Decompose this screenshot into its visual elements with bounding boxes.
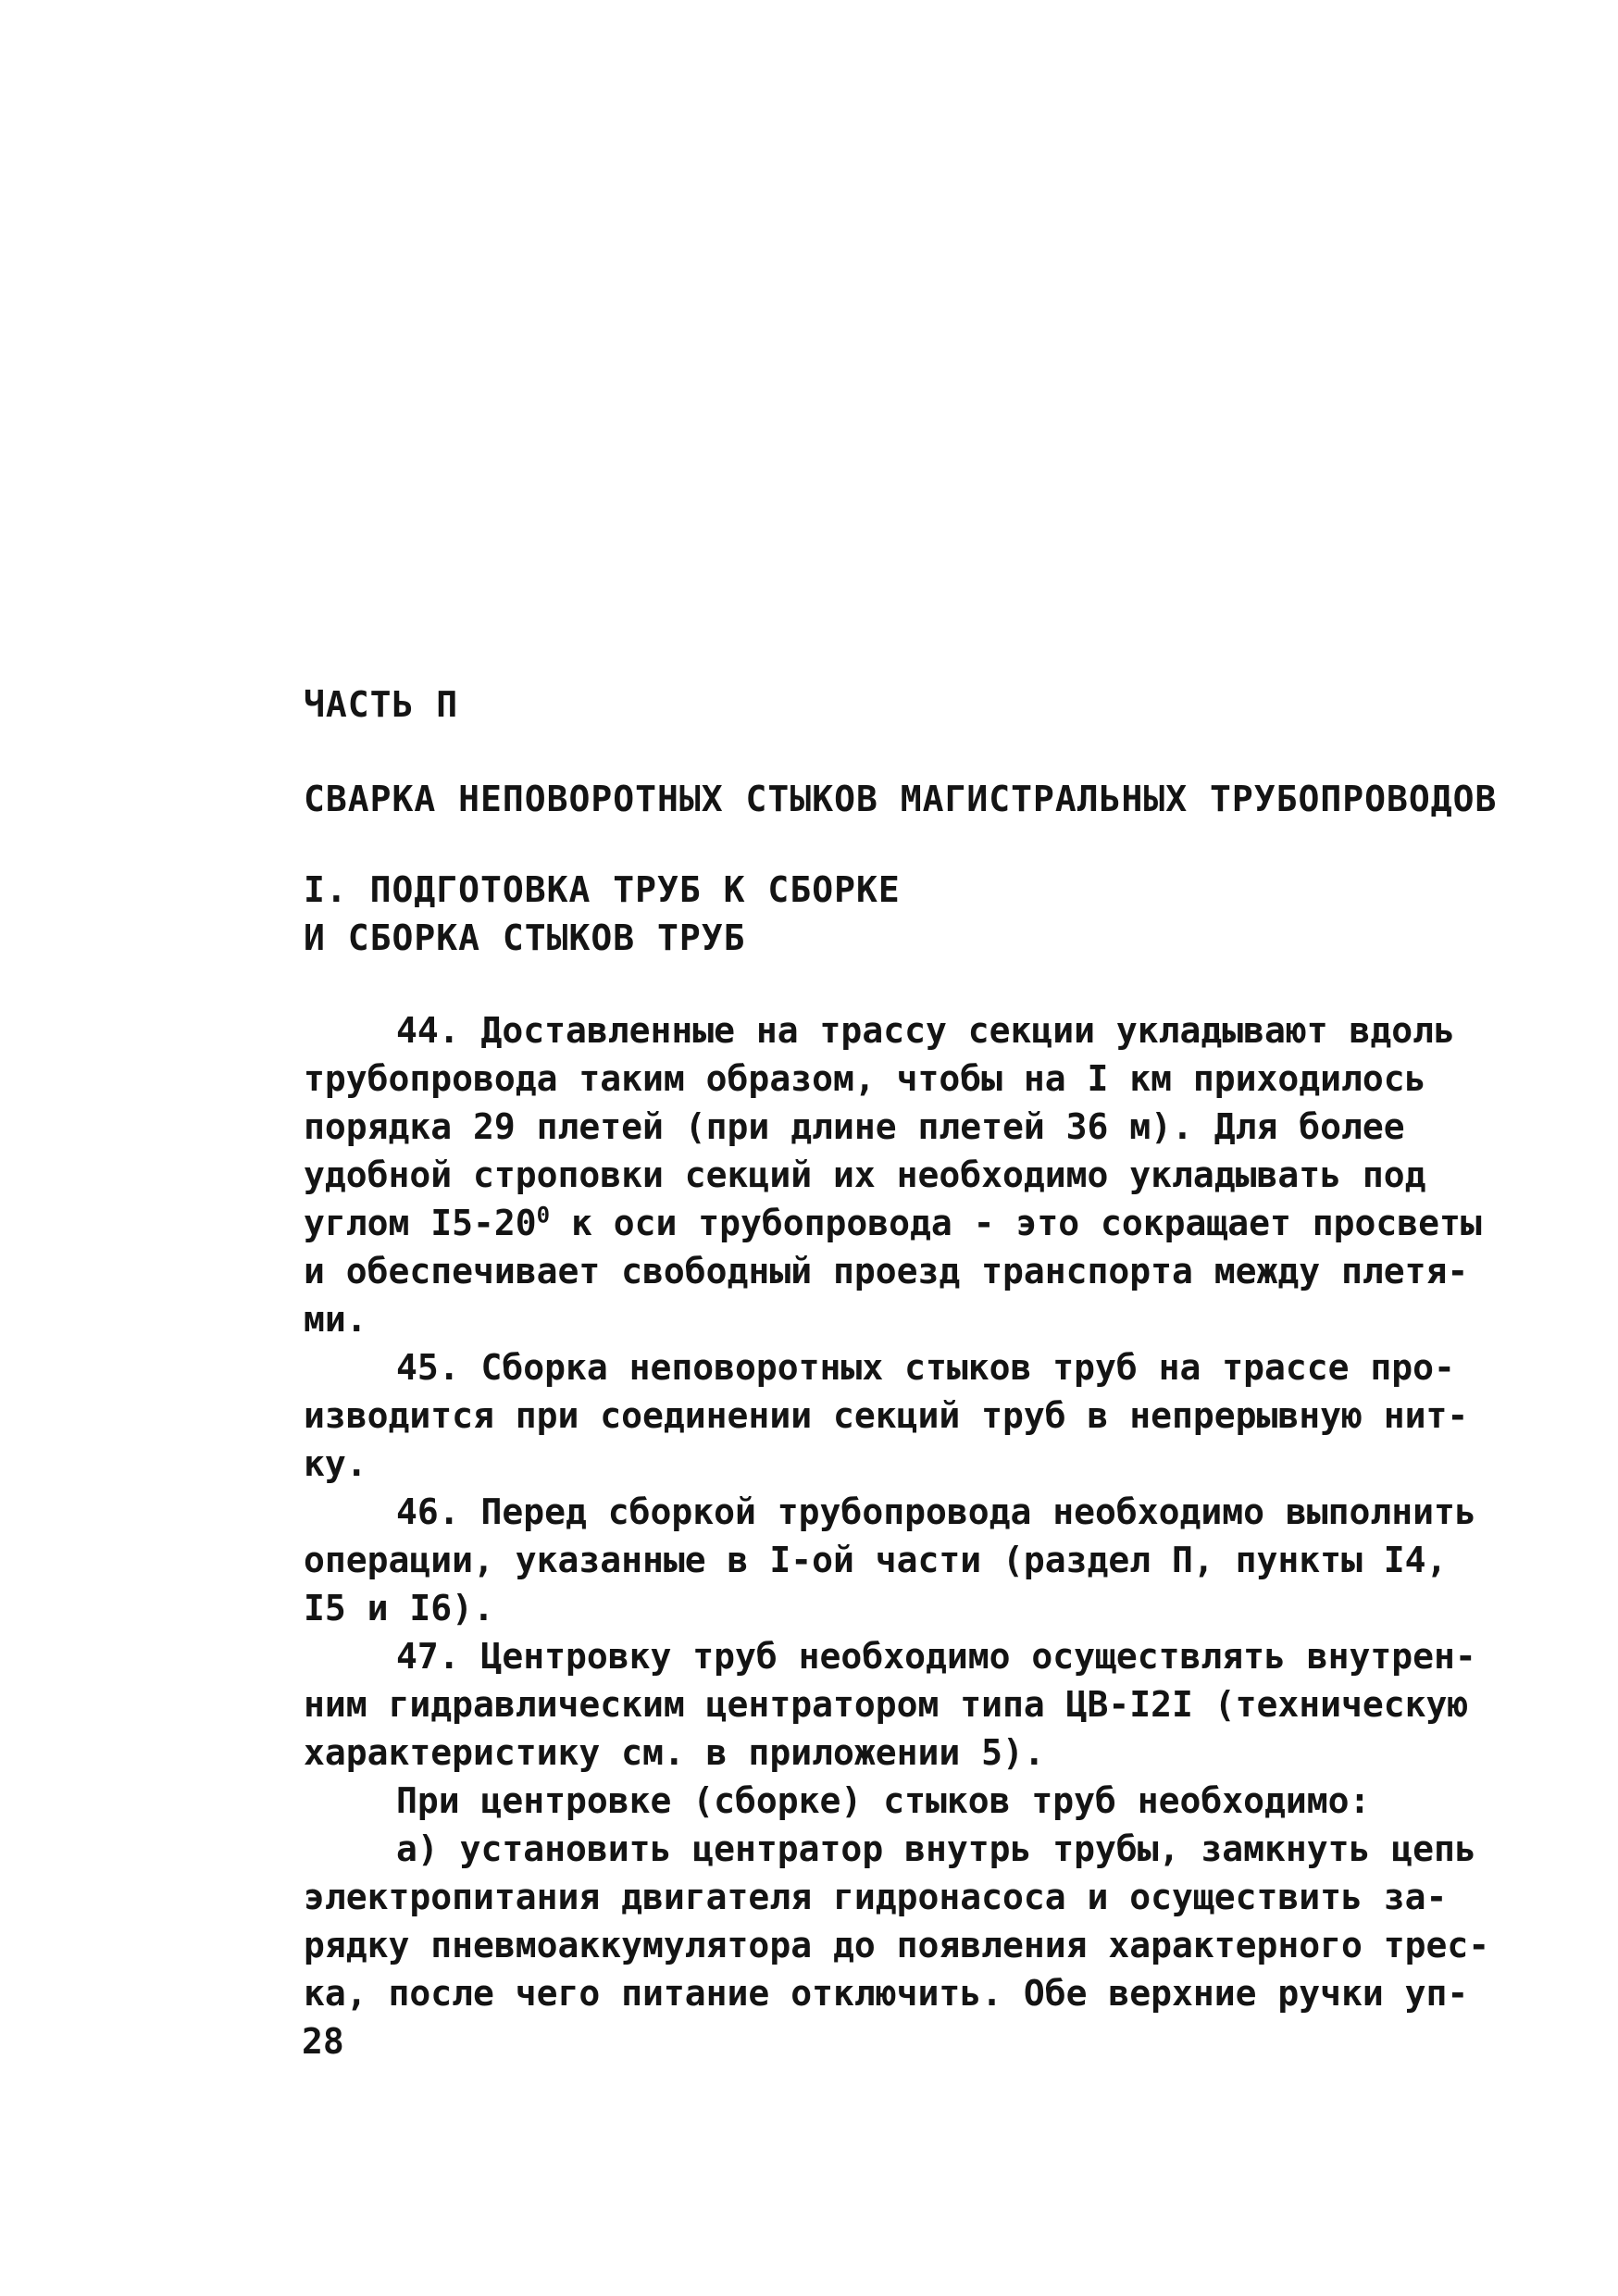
body-line: 46. Перед сборкой трубопровода необходимо выполнить (396, 1491, 1476, 1532)
chapter-title-line-2: И СБОРКА СТЫКОВ ТРУБ (304, 917, 746, 958)
body-line: а) установить центратор внутрь трубы, замкнуть цепь (396, 1828, 1476, 1869)
body-line: 45. Сборка неповоротных стыков труб на трассе про- (396, 1347, 1455, 1388)
body-line: рядку пневмоаккумулятора до появления характерного трес- (304, 1925, 1490, 1965)
degree-superscript: 0 (536, 1202, 551, 1229)
body-line: ка, после чего питание отключить. Обе верхние ручки уп- (304, 1973, 1469, 2014)
body-line: операции, указанные в I-ой части (раздел П, пункты I4, (304, 1540, 1448, 1580)
body-line: ми. (304, 1299, 367, 1340)
body-line: изводится при соединении секций труб в непрерывную нит- (304, 1395, 1469, 1436)
body-line: При центровке (сборке) стыков труб необходимо: (396, 1780, 1371, 1821)
body-line: 47. Центровку труб необходимо осуществлять внутрен- (396, 1636, 1476, 1677)
part-title: ЧАСТЬ П (304, 684, 459, 725)
body-line: удобной строповки секций их необходимо укладывать под (304, 1154, 1426, 1195)
section-title: СВАРКА НЕПОВОРОТНЫХ СТЫКОВ МАГИСТРАЛЬНЫХ ТРУБОПРОВОДОВ (304, 779, 1498, 819)
body-line: ним гидравлическим центратором типа ЦВ-I2I (техническую (304, 1684, 1469, 1725)
body-line: и обеспечивает свободный проезд транспорта между плетя- (304, 1251, 1469, 1292)
page-number: 28 (302, 2021, 344, 2062)
body-line-with-superscript (304, 1200, 1482, 1246)
chapter-title-line-1: I. ПОДГОТОВКА ТРУБ К СБОРКЕ (304, 869, 901, 910)
body-line: трубопровода таким образом, чтобы на I км приходилось (304, 1058, 1426, 1099)
body-line: характеристику см. в приложении 5). (304, 1732, 1045, 1773)
body-line: порядка 29 плетей (при длине плетей 36 м). Для более (304, 1106, 1405, 1147)
body-line-part: углом I5-20 (304, 1203, 537, 1243)
body-line-part: к оси трубопровода - это сокращает просветы (550, 1203, 1482, 1243)
body-line: электропитания двигателя гидронасоса и осуществить за- (304, 1877, 1448, 1917)
body-line: 44. Доставленные на трассу секции укладывают вдоль (396, 1010, 1455, 1051)
body-line: I5 и I6). (304, 1588, 494, 1628)
body-line: ку. (304, 1443, 367, 1484)
